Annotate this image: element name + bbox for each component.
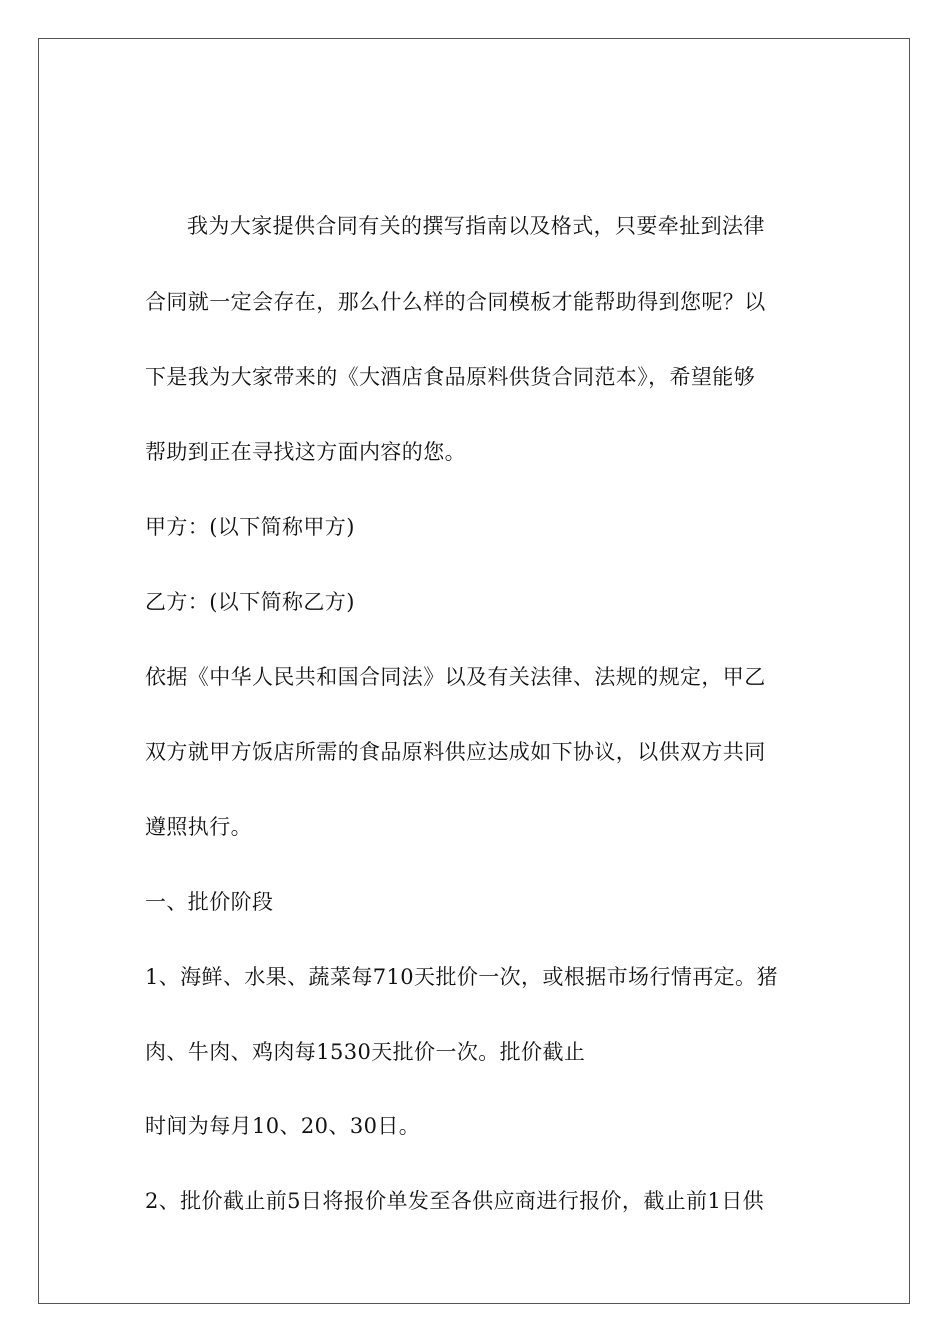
party-b-line: 乙方：(以下简称乙方) xyxy=(145,590,355,614)
intro-line-2: 合同就一定会存在，那么什么样的合同模板才能帮助得到您呢？以 xyxy=(145,290,766,314)
clause-1-line-1: 1、海鲜、水果、蔬菜每710天批价一次，或根据市场行情再定。猪 xyxy=(145,965,778,989)
clause-1-line-2: 肉、牛肉、鸡肉每1530天批价一次。批价截止 xyxy=(145,1040,586,1064)
clause-2-line-1: 2、批价截止前5日将报价单发至各供应商进行报价，截止前1日供 xyxy=(145,1189,765,1213)
basis-line-2: 双方就甲方饭店所需的食品原料供应达成如下协议，以供双方共同 xyxy=(145,740,766,764)
section-heading: 一、批价阶段 xyxy=(145,890,274,914)
intro-line-1: 我为大家提供合同有关的撰写指南以及格式，只要牵扯到法律 xyxy=(187,214,765,238)
clause-1-line-3: 时间为每月10、20、30日。 xyxy=(145,1114,421,1138)
party-a-line: 甲方：(以下简称甲方) xyxy=(145,515,355,539)
basis-line-1: 依据《中华人民共和国合同法》以及有关法律、法规的规定，甲乙 xyxy=(145,665,766,689)
basis-line-3: 遵照执行。 xyxy=(145,815,252,839)
intro-line-4: 帮助到正在寻找这方面内容的您。 xyxy=(145,440,466,464)
intro-line-3: 下是我为大家带来的《大酒店食品原料供货合同范本》，希望能够 xyxy=(145,365,756,389)
